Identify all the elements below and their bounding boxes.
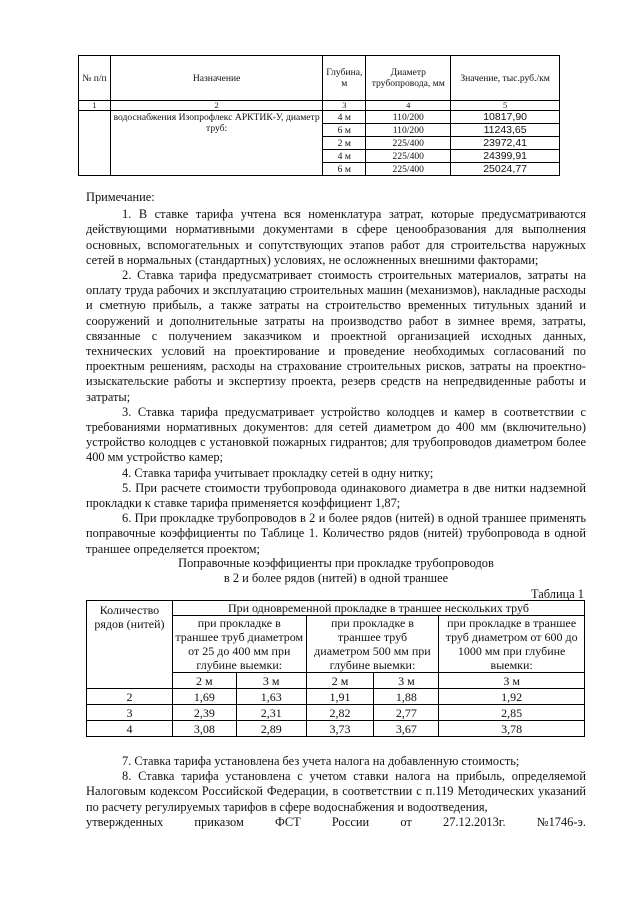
depth-header: 3 м bbox=[374, 673, 439, 689]
depth-header: 2 м bbox=[172, 673, 236, 689]
note-item: 8. Ставка тарифа установлена с учетом ставки налога на прибыль, определяемой Налоговым кодексом Российской Федерации, в соответствии с п.119 Методических указаний по расчету регулируемых тарифов в сфере водоснабжения и водоотведения, bbox=[86, 769, 586, 814]
col-number: 3 bbox=[323, 101, 366, 111]
value-cell: 10817,90 bbox=[451, 111, 560, 124]
coef-cell: 2,77 bbox=[374, 705, 439, 721]
table-row bbox=[87, 721, 585, 737]
coef-cell: 1,88 bbox=[374, 689, 439, 705]
depth-cell: 6 м bbox=[323, 124, 366, 137]
diameter-group-500: при прокладке в траншее труб диаметром 500 мм при глубине выемки: bbox=[306, 616, 439, 673]
coef-cell: 2,82 bbox=[306, 705, 374, 721]
coef-cell: 1,92 bbox=[439, 689, 585, 705]
caption-line: в 2 и более рядов (нитей) в одной траншее bbox=[223, 571, 449, 586]
value-cell: 23972,41 bbox=[451, 137, 560, 150]
purpose-cell: водоснабжения Изопрофлекс АРКТИК-У, диаметр труб: bbox=[110, 111, 322, 176]
diameter-cell: 110/200 bbox=[366, 124, 451, 137]
row-number-cell bbox=[79, 111, 111, 176]
coef-cell: 3,78 bbox=[439, 721, 585, 737]
word: ФСТ bbox=[275, 814, 301, 829]
coef-cell: 1,91 bbox=[306, 689, 374, 705]
notes-title: Примечание: bbox=[86, 190, 155, 204]
note-item: 3. Ставка тарифа предусматривает устройство колодцев и камер в соответствии с требованиями нормативных документов: для сетей диаметром до 400 мм (включительно) устройство колодцев с установкой пожарных гидрантов; для трубопроводов диаметром более 400 мм устройство камер; bbox=[86, 404, 586, 465]
coef-cell: 3,67 bbox=[374, 721, 439, 737]
coef-cell: 2,85 bbox=[439, 705, 585, 721]
table-row bbox=[79, 111, 560, 124]
note-last-line bbox=[86, 815, 586, 830]
notes-continued bbox=[86, 754, 586, 830]
word: от bbox=[400, 814, 412, 829]
value-cell: 24399,91 bbox=[451, 150, 560, 163]
word: 27.12.2013г. bbox=[443, 814, 506, 829]
diameter-cell: 225/400 bbox=[366, 137, 451, 150]
note-item: 1. В ставке тарифа учтена вся номенклатура затрат, которые предусматриваются действующими нормативными документами в сфере ценообразования для выполнения основных, вспомогательных и сопутствующих этапов работ для строительства наружных сетей в нормальных (стандартных) условиях, не осложненных внешними факторами; bbox=[86, 207, 586, 267]
col-number: 2 bbox=[110, 101, 322, 111]
col-number: 5 bbox=[451, 101, 560, 111]
coef-cell: 2,31 bbox=[236, 705, 306, 721]
col-number: 4 bbox=[366, 101, 451, 111]
header-purpose: Назначение bbox=[110, 56, 322, 101]
depth-header: 3 м bbox=[439, 673, 585, 689]
coefficients-table bbox=[86, 600, 585, 737]
coef-cell: 3,08 bbox=[172, 721, 236, 737]
word: России bbox=[331, 814, 370, 829]
depth-cell: 4 м bbox=[323, 111, 366, 124]
word: приказом bbox=[194, 814, 244, 829]
rows-count: 4 bbox=[87, 721, 173, 737]
rows-count: 2 bbox=[87, 689, 173, 705]
word: утвержденных bbox=[86, 814, 164, 829]
column-numbers-row bbox=[79, 101, 560, 111]
coef-cell: 1,69 bbox=[172, 689, 236, 705]
table1-caption bbox=[86, 556, 586, 586]
coef-cell: 2,89 bbox=[236, 721, 306, 737]
diameter-cell: 110/200 bbox=[366, 111, 451, 124]
header-depth: Глубина, м bbox=[323, 56, 366, 101]
rows-count: 3 bbox=[87, 705, 173, 721]
header-number: № п/п bbox=[79, 56, 111, 101]
table-row bbox=[87, 705, 585, 721]
table-row bbox=[87, 689, 585, 705]
group-header-row bbox=[87, 601, 585, 616]
rows-count-header: Количество рядов (нитей) bbox=[87, 601, 173, 689]
group-header: При одновременной прокладке в траншее нескольких труб bbox=[172, 601, 584, 616]
note-item: 4. Ставка тарифа учитывает прокладку сетей в одну нитку; bbox=[122, 465, 434, 480]
depth-cell: 2 м bbox=[323, 137, 366, 150]
header-value: Значение, тыс.руб./км bbox=[451, 56, 560, 101]
header-diameter: Диаметр трубопровода, мм bbox=[366, 56, 451, 101]
note-item: 7. Ставка тарифа установлена без учета налога на добавленную стоимость; bbox=[122, 754, 520, 768]
coef-cell: 3,73 bbox=[306, 721, 374, 737]
depth-cell: 6 м bbox=[323, 163, 366, 176]
depth-header: 2 м bbox=[306, 673, 374, 689]
coef-cell: 1,63 bbox=[236, 689, 306, 705]
caption-line: Поправочные коэффициенты при прокладке трубопроводов bbox=[178, 556, 494, 570]
note-item: 6. При прокладке трубопроводов в 2 и более рядов (нитей) в одной траншее применять поправочные коэффициенты по Таблице 1. Количество рядов (нитей) трубопровода в одной траншее определяется проектом; bbox=[86, 511, 586, 556]
note-item: 2. Ставка тарифа предусматривает стоимость строительных материалов, затраты на оплату труда рабочих и эксплуатацию строительных машин (механизмов), накладные расходы и сметную прибыль, а также затраты на строительство временных титульных зданий и сооружений и дополнительные затраты на производство работ в зимнее время, затраты, связанные с получением заказчиком и проектной организацией исходных данных, технических условий на проектирование и проведение необходимых согласований по проектным решениям, расходы на страхование строительных рисков, затраты на проектно-изыскательские работы и экспертизу проекта, резерв средств на непредвиденные работы и затраты; bbox=[86, 268, 586, 404]
diameter-group-600-1000: при прокладке в траншее труб диаметром от 600 до 1000 мм при глубине выемки: bbox=[439, 616, 585, 673]
word: №1746-э. bbox=[536, 814, 586, 829]
notes-section bbox=[86, 190, 586, 557]
col-number: 1 bbox=[79, 101, 111, 111]
tariff-table-header bbox=[79, 56, 560, 101]
diameter-cell: 225/400 bbox=[366, 163, 451, 176]
depth-cell: 4 м bbox=[323, 150, 366, 163]
value-cell: 11243,65 bbox=[451, 124, 560, 137]
diameter-group-25-400: при прокладке в траншее труб диаметром от 25 до 400 мм при глубине выемки: bbox=[172, 616, 306, 673]
diameter-cell: 225/400 bbox=[366, 150, 451, 163]
tariff-table bbox=[78, 55, 560, 176]
coef-cell: 2,39 bbox=[172, 705, 236, 721]
note-item: 5. При расчете стоимости трубопровода одинакового диаметра в две нитки надземной прокладки к ставке тарифа применяется коэффициент 1,87; bbox=[86, 480, 586, 511]
table1-label: Таблица 1 bbox=[531, 587, 584, 601]
depth-header: 3 м bbox=[236, 673, 306, 689]
value-cell: 25024,77 bbox=[451, 163, 560, 176]
